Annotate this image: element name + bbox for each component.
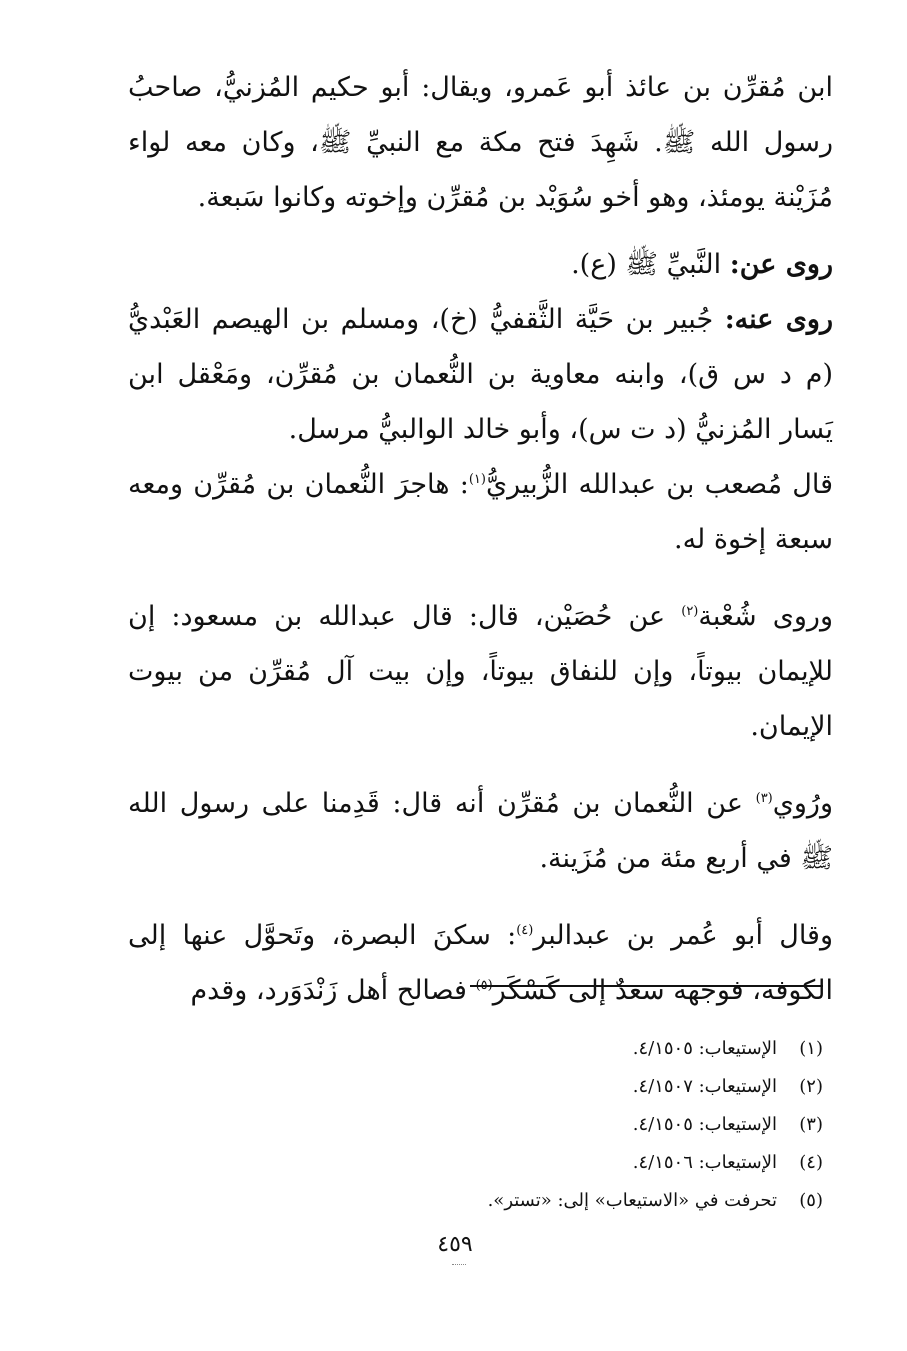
footnote-ref-5[interactable]: (٥) [475,978,493,993]
paragraph-text: فصالح أهل زَنْدَوَرد، وقدم [190,975,476,1006]
footnote-text: تحرفت في «الاستيعاب» إلى: «تستر». [487,1190,777,1211]
footnote-ref-3[interactable]: (٣) [755,791,773,806]
paragraph-text: النَّبيِّ ﷺ (ع). [571,249,730,280]
paragraph-text: وقال أبو عُمر بن عبدالبر [533,920,833,951]
paragraph-text: عن حُصَيْن، قال: قال عبدالله بن مسعود: إن للإيمان بيوتاً، وإن للنفاق بيوتاً، وإن بيت آل مُقرِّن من بيوت الإيمان. [128,601,833,742]
paragraph-biography [128,60,833,225]
keyword-narrated-by: روى عنه: [724,304,834,335]
footnote-item [420,1068,823,1106]
footnote-text: الإستيعاب: ٤/١٥٠٦. [632,1152,777,1173]
main-text [128,60,833,1018]
paragraph-text: ورُوي [772,788,833,819]
footnote-text: الإستيعاب: ٤/١٥٠٥. [632,1114,777,1135]
paragraph-text: : سكنَ البصرة، وتَحوَّل عنها إلى الكوفة، فوجهه سعدٌ إلى كَسْكَر [128,920,833,1006]
footnote-item [420,1030,823,1068]
footnote-ref-4[interactable]: (٤) [516,923,534,938]
paragraph-text: جُبير بن حَيَّة الثَّقفيُّ (خ)، ومسلم بن الهيصم العَبْديُّ (م د س ق)، وابنه معاوية بن النُّعمان بن مُقرِّن، ومَعْقل ابن يَسار المُزنيُّ (د ت س)، وأبو خالد الوالبيُّ مرسل. [128,304,833,445]
footnote-item [420,1144,823,1182]
paragraph-numan-report [128,776,833,886]
paragraph-musab-quote [128,457,833,567]
footnote-item [420,1182,823,1220]
footnote-number: (٢) [799,1076,823,1097]
paragraph-narrated-from [128,237,833,292]
footnote-text: الإستيعاب: ٤/١٥٠٥. [632,1038,777,1059]
paragraph-shuba-report [128,589,833,754]
footnote-item [420,1106,823,1144]
paragraph-text: ابن مُقرِّن بن عائذ أبو عَمرو، ويقال: أبو حكيم المُزنيُّ، صاحبُ رسول الله ﷺ. شَهِدَ فتح مكة مع النبيِّ ﷺ، وكان معه لواء مُزَيْنة يومئذ، وهو أخو سُوَيْد بن مُقرِّن وإخوته وكانوا سَبعة. [128,72,833,213]
keyword-narrated-from: روى عن: [729,249,833,280]
footnote-number: (١) [799,1038,823,1059]
footnote-number: (٥) [799,1190,823,1211]
footnote-text: الإستيعاب: ٤/١٥٠٧. [632,1076,777,1097]
paragraph-text: وروى شُعْبة [698,601,833,632]
page-number: ٤٥٩ [437,1232,473,1257]
footnote-ref-2[interactable]: (٢) [681,604,699,619]
paragraph-narrated-by [128,292,833,457]
paragraph-text: : هاجرَ النُّعمان بن مُقرِّن ومعه سبعة إخوة له. [128,469,833,555]
footnote-number: (٣) [799,1114,823,1135]
paragraph-text: عن النُّعمان بن مُقرِّن أنه قال: قَدِمنا على رسول الله ﷺ في أربع مئة من مُزَينة. [128,788,833,874]
footnote-number: (٤) [799,1152,823,1173]
footnote-ref-1[interactable]: (١) [468,472,486,487]
footnote-divider [470,985,823,987]
paragraph-ibn-abdulbarr [128,908,833,1018]
footnotes [420,1030,823,1220]
page-number-underline [452,1264,466,1265]
paragraph-text: قال مُصعب بن عبدالله الزُّبيريُّ [485,469,834,500]
